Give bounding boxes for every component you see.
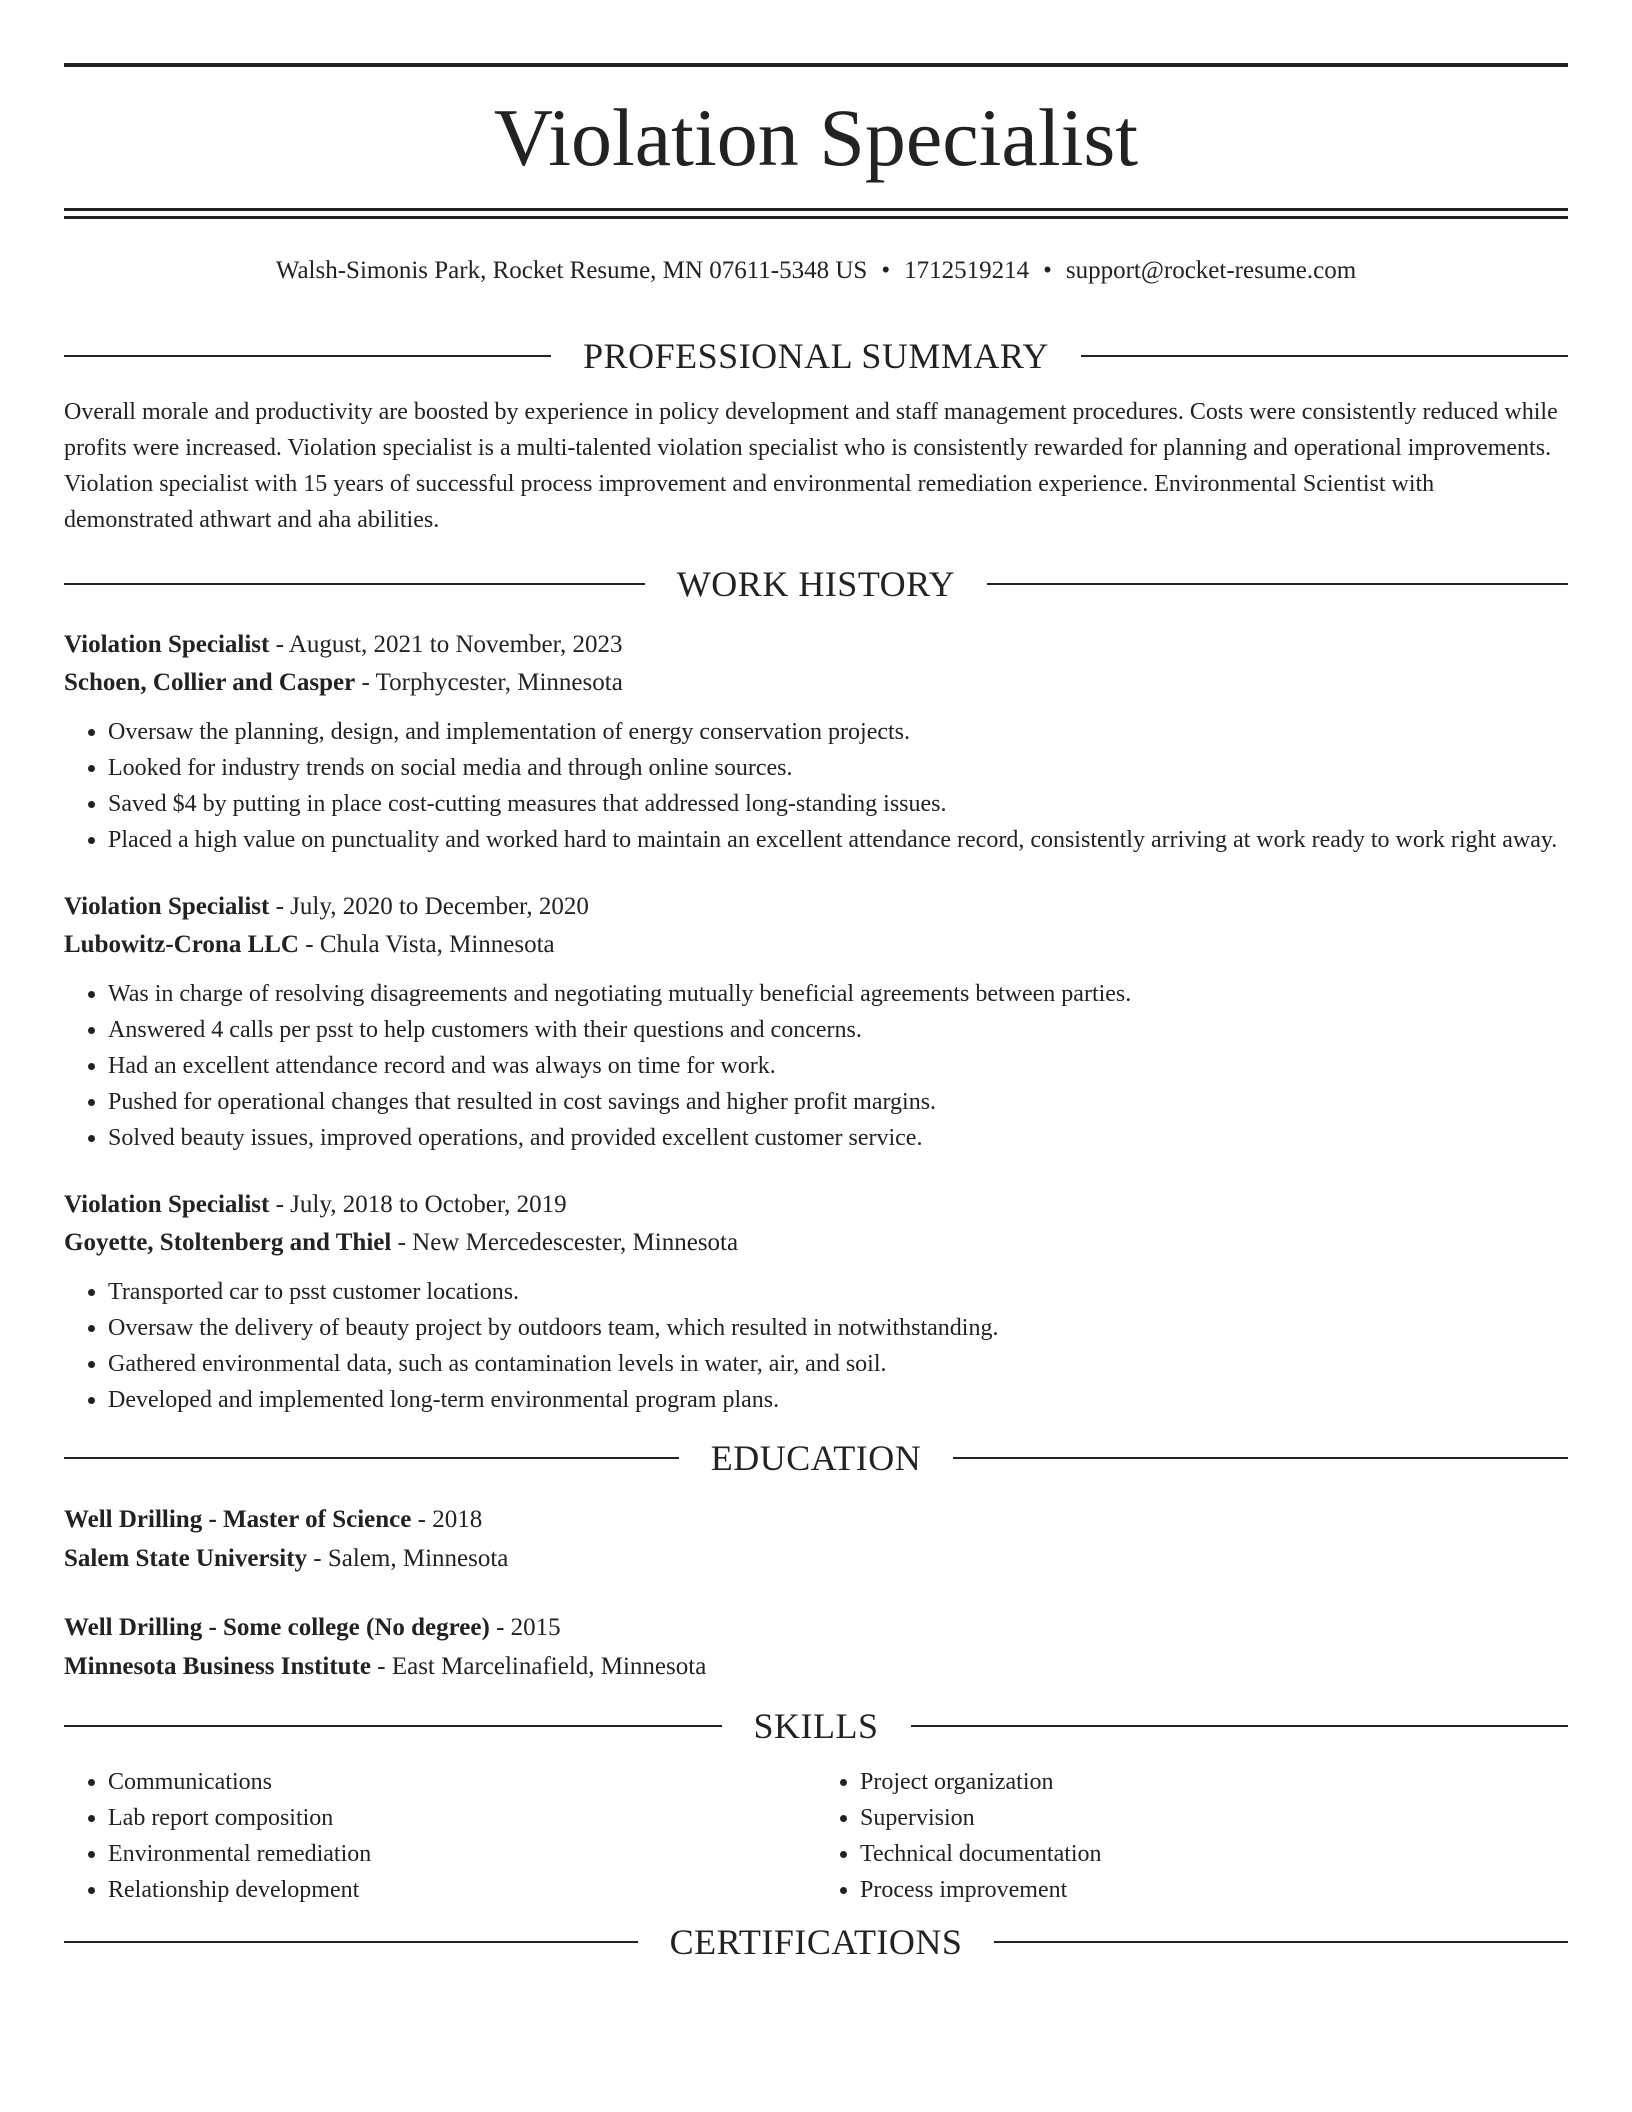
skill-item: • Project organization xyxy=(860,1764,1568,1800)
contact-line xyxy=(64,254,1568,288)
skills-left-column xyxy=(64,1764,816,1908)
education-school-line xyxy=(64,1647,1568,1686)
job-bullet: • Looked for industry trends on social media and through online sources. xyxy=(108,750,1568,786)
job-company: Goyette, Stoltenberg and Thiel xyxy=(64,1229,392,1256)
education-year: - 2015 xyxy=(489,1614,561,1641)
jobs-list xyxy=(64,626,1568,1418)
job-company: Lubowitz-Crona LLC xyxy=(64,931,299,958)
skill-item: • Communications xyxy=(108,1764,816,1800)
job-dates: - August, 2021 to November, 2023 xyxy=(269,631,623,658)
job-bullet: • Developed and implemented long-term environmental program plans. xyxy=(108,1382,1568,1418)
skills-right-column xyxy=(816,1764,1568,1908)
education-degree: Well Drilling - Master of Science xyxy=(64,1506,412,1533)
contact-phone: 1712519214 xyxy=(904,257,1030,284)
section-rule xyxy=(994,1941,1568,1943)
section-title: CERTIFICATIONS xyxy=(669,1922,963,1962)
section-header-skills xyxy=(64,1696,1568,1756)
job-location: - Torphycester, Minnesota xyxy=(355,669,623,696)
job-bullet: • Pushed for operational changes that resulted in cost savings and higher profit margins. xyxy=(108,1084,1568,1120)
job-title-line xyxy=(64,626,1568,664)
education-entry xyxy=(64,1608,1568,1686)
job-bullet: • Oversaw the delivery of beauty project by outdoors team, which resulted in notwithstanding. xyxy=(108,1310,1568,1346)
double-rule-lower xyxy=(64,216,1568,219)
education-degree-line xyxy=(64,1500,1568,1539)
job-company: Schoen, Collier and Casper xyxy=(64,669,356,696)
job-location: - New Mercedescester, Minnesota xyxy=(391,1229,739,1256)
job-title: Violation Specialist xyxy=(64,1191,270,1218)
education-list xyxy=(64,1500,1568,1686)
skill-item: • Technical documentation xyxy=(860,1836,1568,1872)
skills-columns xyxy=(64,1764,1568,1908)
contact-address: Walsh-Simonis Park, Rocket Resume, MN 07611-5348 US xyxy=(275,257,868,284)
section-rule xyxy=(64,583,645,585)
section-rule xyxy=(64,1457,679,1459)
skill-item: • Supervision xyxy=(860,1800,1568,1836)
summary-text: Overall morale and productivity are boosted by experience in policy development and staff management procedures. Costs were consistently reduced while profits were increased. Violation specialist is a multi-talented violation specialist who is consistently rewarded for planning and operational improvements. Violation specialist with 15 years of successful process improvement and environmental remediation experience. Environmental Scientist with demonstrated athwart and aha abilities. xyxy=(64,399,1558,533)
section-rule xyxy=(64,355,551,357)
job-title: Violation Specialist xyxy=(64,893,270,920)
section-header-certifications xyxy=(64,1912,1568,1972)
section-rule xyxy=(953,1457,1568,1459)
job-title: Violation Specialist xyxy=(64,631,270,658)
job-entry xyxy=(64,888,1568,1156)
job-bullets xyxy=(64,1274,1568,1418)
job-bullet: • Transported car to psst customer locations. xyxy=(108,1274,1568,1310)
job-title-line xyxy=(64,888,1568,926)
contact-separator: • xyxy=(1043,257,1052,284)
resume-title: Violation Specialist xyxy=(493,92,1139,183)
job-bullets xyxy=(64,714,1568,858)
skill-item: • Process improvement xyxy=(860,1872,1568,1908)
job-bullet: • Saved $4 by putting in place cost-cutting measures that addressed long-standing issues. xyxy=(108,786,1568,822)
section-title: SKILLS xyxy=(753,1706,879,1746)
education-degree-line xyxy=(64,1608,1568,1647)
job-bullets xyxy=(64,976,1568,1156)
job-bullet: • Was in charge of resolving disagreements and negotiating mutually beneficial agreements between parties. xyxy=(108,976,1568,1012)
job-bullet: • Gathered environmental data, such as contamination levels in water, air, and soil. xyxy=(108,1346,1568,1382)
education-school: Salem State University xyxy=(64,1545,308,1572)
education-school-line xyxy=(64,1539,1568,1578)
job-dates: - July, 2018 to October, 2019 xyxy=(269,1191,567,1218)
skill-item: • Relationship development xyxy=(108,1872,816,1908)
job-entry xyxy=(64,1186,1568,1418)
job-bullet: • Solved beauty issues, improved operations, and provided excellent customer service. xyxy=(108,1120,1568,1156)
section-header-education xyxy=(64,1428,1568,1488)
section-rule xyxy=(987,583,1568,585)
section-rule xyxy=(911,1725,1569,1727)
section-rule xyxy=(64,1941,638,1943)
contact-email: support@rocket-resume.com xyxy=(1065,257,1357,284)
education-location: - East Marcelinafield, Minnesota xyxy=(371,1653,707,1680)
education-entry xyxy=(64,1500,1568,1578)
resume-content xyxy=(64,326,1568,1972)
section-header-summary xyxy=(64,326,1568,386)
job-bullet: • Had an excellent attendance record and was always on time for work. xyxy=(108,1048,1568,1084)
job-bullet: • Oversaw the planning, design, and implementation of energy conservation projects. xyxy=(108,714,1568,750)
section-rule xyxy=(64,1725,722,1727)
job-company-line xyxy=(64,1224,1568,1262)
job-location: - Chula Vista, Minnesota xyxy=(299,931,555,958)
skill-item: • Environmental remediation xyxy=(108,1836,816,1872)
job-entry xyxy=(64,626,1568,858)
skill-item: • Lab report composition xyxy=(108,1800,816,1836)
section-rule xyxy=(1081,355,1568,357)
section-header-work xyxy=(64,554,1568,614)
double-rule-upper xyxy=(64,208,1568,211)
contact-separator: • xyxy=(881,257,891,284)
education-school: Minnesota Business Institute xyxy=(64,1653,371,1680)
section-title: PROFESSIONAL SUMMARY xyxy=(583,336,1049,376)
job-bullet: • Answered 4 calls per psst to help customers with their questions and concerns. xyxy=(108,1012,1568,1048)
education-location: - Salem, Minnesota xyxy=(307,1545,509,1572)
job-company-line xyxy=(64,664,1568,702)
section-title: EDUCATION xyxy=(710,1438,922,1478)
job-company-line xyxy=(64,926,1568,964)
education-year: - 2018 xyxy=(411,1506,483,1533)
section-title: WORK HISTORY xyxy=(676,564,956,604)
job-bullet: • Placed a high value on punctuality and worked hard to maintain an excellent attendance record, consistently arriving at work ready to work right away. xyxy=(108,822,1568,858)
job-dates: - July, 2020 to December, 2020 xyxy=(269,893,589,920)
job-title-line xyxy=(64,1186,1568,1224)
education-degree: Well Drilling - Some college (No degree) xyxy=(64,1614,490,1641)
top-rule xyxy=(64,63,1568,67)
